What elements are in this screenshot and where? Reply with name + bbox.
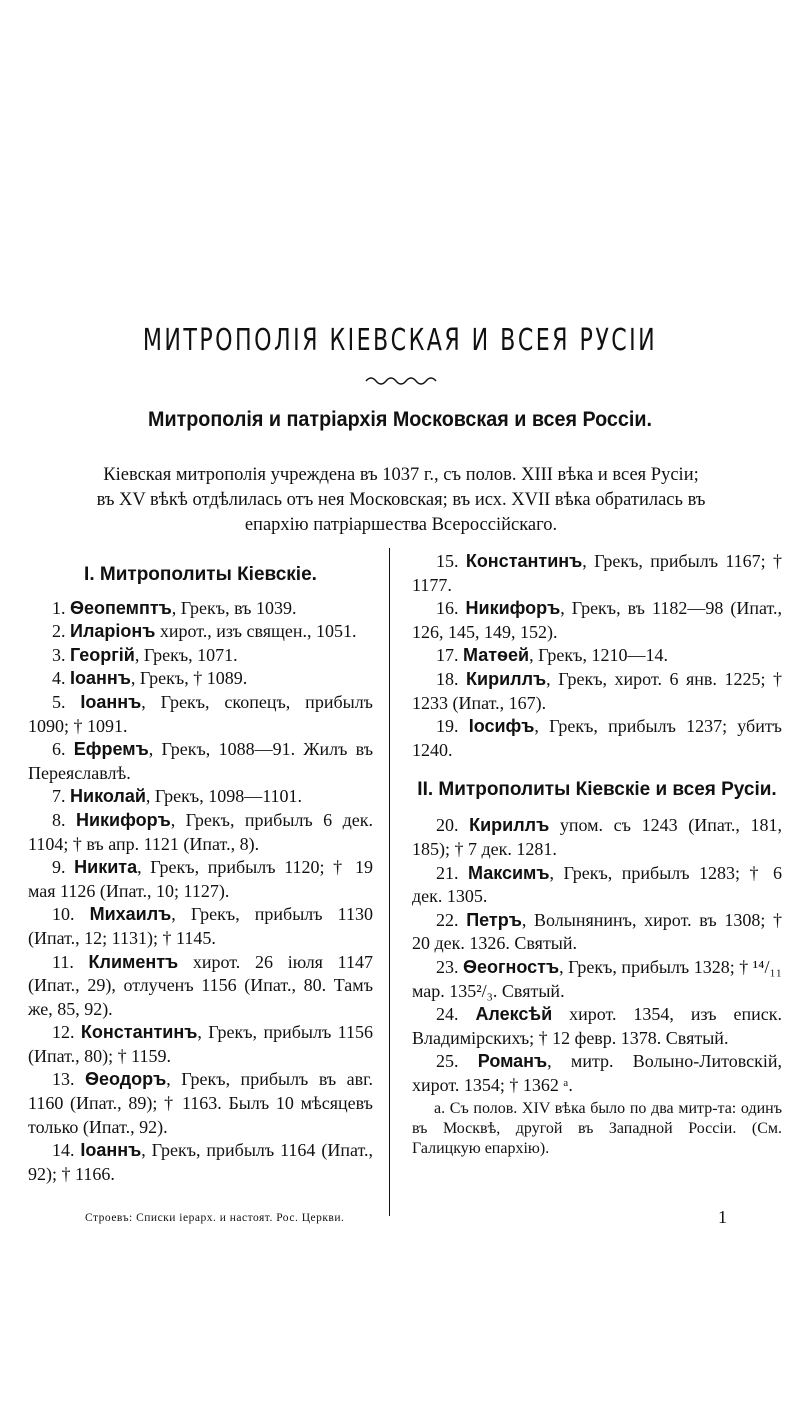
- metropolitan-name: Іоаннъ: [70, 668, 131, 689]
- metropolitan-name: Никита: [74, 857, 138, 878]
- entry-text: , Грекъ, 1088—91. Жилъ въ Переяславлѣ.: [28, 739, 373, 783]
- left-column: [28, 563, 373, 1186]
- list-item: [412, 1003, 782, 1050]
- entry-text: , Грекъ, прибылъ 6 дек. 1104; † въ апр. 1121 (Ипат., 8).: [28, 809, 374, 854]
- list-item: [412, 956, 782, 1003]
- metropolitan-name: Константинъ: [80, 1022, 198, 1043]
- list-item: [412, 597, 782, 644]
- metropolitan-name: Георгій: [70, 644, 135, 665]
- entry-number: 22.: [436, 909, 459, 930]
- intro-line: Кіевская митрополія учреждена въ 1037 г., съ полов. XIII вѣка и всея Русіи;: [103, 465, 699, 485]
- intro-line: въ XV вѣкѣ отдѣлилась отъ нея Московская; въ исх. XVII вѣка обратилась въ: [96, 490, 706, 510]
- list-item: [28, 667, 373, 691]
- list-item: [412, 550, 782, 597]
- right-column: [412, 550, 782, 1159]
- entry-number: 14.: [52, 1140, 75, 1161]
- entry-text: , Грекъ, въ 1039.: [171, 597, 297, 618]
- entry-number: 9.: [52, 857, 66, 878]
- entry-text: , Грекъ, хирот. 6 янв. 1225; † 1233 (Ипат., 167).: [412, 668, 783, 713]
- list-item: [28, 738, 373, 785]
- intro-paragraph: [25, 463, 777, 538]
- page-title: МИТРОПОЛІЯ КІЕВСКАЯ И ВСЕЯ РУСІИ: [142, 323, 658, 358]
- metropolitan-name: Константинъ: [465, 551, 583, 571]
- entry-text: , Грекъ, прибылъ 1130 (Ипат., 12; 1131); † 1145.: [28, 904, 373, 948]
- metropolitan-name: Романъ: [477, 1051, 548, 1072]
- entry-text: , Грекъ, въ 1182—98 (Ипат., 126, 145, 149, 152).: [412, 598, 782, 642]
- metropolitan-name: Ѳеогностъ: [463, 956, 560, 977]
- list-item: [412, 668, 782, 715]
- entry-number: 7.: [52, 786, 66, 807]
- metropolitan-name: Ефремъ: [73, 739, 149, 760]
- entry-text: , Грекъ, 1098—1101.: [145, 786, 303, 807]
- metropolitan-name: Климентъ: [88, 951, 179, 972]
- entry-list: [412, 814, 782, 1097]
- list-item: [28, 951, 373, 1022]
- entry-number: 2.: [52, 621, 66, 642]
- list-item: [28, 620, 373, 644]
- entry-number: 17.: [436, 645, 459, 666]
- entry-number: 15.: [436, 551, 459, 571]
- entry-text: упом. съ 1243 (Ипат., 181, 185); † 7 дек. 1281.: [412, 815, 782, 859]
- entry-number: 16.: [436, 598, 459, 619]
- entry-number: 10.: [52, 904, 75, 925]
- entry-text: , Грекъ, † 1089.: [130, 668, 248, 689]
- entry-number: 25.: [436, 1051, 459, 1072]
- intro-line: епархію патріаршества Всероссійскаго.: [244, 515, 558, 535]
- entry-number: 3.: [52, 644, 66, 665]
- entry-number: 5.: [52, 691, 66, 712]
- metropolitan-name: Никифоръ: [75, 809, 171, 830]
- entry-text: , митр. Волыно-Литовскій, хирот. 1354; † 1362 ᵃ.: [412, 1051, 783, 1095]
- entry-number: 18.: [436, 668, 459, 689]
- entry-number: 13.: [52, 1069, 75, 1090]
- footnote: a. Съ полов. XIV вѣка было по два митр-та: одинъ въ Москвѣ, другой въ Западной Россіи. (См. Галицкую епархію).: [412, 1100, 782, 1158]
- entry-number: 21.: [436, 862, 459, 883]
- list-item: [28, 644, 373, 668]
- entry-text: , Грекъ, прибылъ 1167; † 1177.: [412, 551, 782, 595]
- entry-text: , Грекъ, 1210—14.: [529, 645, 668, 666]
- metropolitan-name: Кириллъ: [466, 668, 547, 689]
- metropolitan-name: Никифоръ: [465, 598, 561, 619]
- source-citation: Строевъ: Списки іерарх. и настоят. Рос. Церкви.: [85, 1212, 345, 1224]
- list-item: [28, 1021, 373, 1068]
- entry-text: , Грекъ, прибылъ 1120; † 19 мая 1126 (Ипат., 10; 1127).: [28, 857, 373, 901]
- list-item: [412, 814, 782, 861]
- list-item: [28, 597, 373, 621]
- entry-text: , Грекъ, прибылъ 1328; † ¹⁴/₁₁ мар. 135²/₃. Святый.: [412, 956, 782, 1001]
- entry-text: хирот. 26 іюля 1147 (Ипат., 29), отлученъ 1156 (Ипат., 80. Тамъ же, 85, 92).: [28, 951, 373, 1019]
- entry-list: [412, 550, 782, 762]
- page-subtitle: Митрополія и патріархія Московская и всея Россіи.: [148, 408, 652, 431]
- metropolitan-name: Николай: [70, 786, 146, 807]
- list-item: [28, 903, 373, 950]
- metropolitan-name: Іосифъ: [468, 716, 535, 737]
- list-item: [412, 862, 782, 909]
- list-item: [28, 785, 373, 809]
- entry-text: , Грекъ, скопецъ, прибылъ 1090; † 1091.: [28, 691, 373, 736]
- entry-number: 4.: [52, 668, 66, 689]
- entry-text: , Грекъ, прибылъ 1164 (Ипат., 92); † 1166.: [28, 1140, 373, 1184]
- metropolitan-name: Іоаннъ: [80, 1140, 142, 1161]
- metropolitan-name: Максимъ: [467, 862, 550, 883]
- entry-number: 19.: [436, 716, 459, 737]
- entry-text: , Грекъ, прибылъ 1283; † 6 дек. 1305.: [412, 862, 783, 907]
- list-item: [28, 1068, 373, 1139]
- entry-number: 11.: [52, 951, 74, 972]
- metropolitan-name: Иларіонъ: [70, 621, 156, 642]
- metropolitan-name: Петръ: [466, 909, 522, 930]
- metropolitan-name: Ѳеодоръ: [84, 1069, 167, 1090]
- entry-text: , Грекъ, прибылъ 1237; убитъ 1240.: [412, 716, 782, 760]
- entry-number: 12.: [52, 1022, 75, 1043]
- entry-number: 24.: [436, 1004, 459, 1025]
- metropolitan-name: Кириллъ: [469, 815, 550, 836]
- decorative-swash: [360, 372, 440, 388]
- list-item: [412, 715, 782, 762]
- entry-number: 6.: [52, 739, 66, 760]
- list-item: [28, 856, 373, 903]
- entry-text: , Грекъ, прибылъ въ авг. 1160 (Ипат., 89); † 1163. Былъ 10 мѣсяцевъ только (Ипат., 92).: [28, 1069, 374, 1137]
- list-item: [28, 691, 373, 738]
- section-heading: II. Митрополиты Кіевскіе и всея Русіи.: [417, 779, 777, 801]
- metropolitan-name: Іоаннъ: [80, 691, 142, 712]
- metropolitan-name: Матѳей: [463, 645, 530, 666]
- metropolitan-name: Алексѣй: [475, 1004, 553, 1025]
- metropolitan-name: Ѳеопемптъ: [70, 597, 172, 618]
- list-item: [28, 809, 373, 856]
- entry-text: , Грекъ, 1071.: [134, 644, 238, 665]
- column-divider: [389, 548, 390, 1216]
- entry-text: хирот., изъ священ., 1051.: [155, 621, 357, 642]
- entry-text: , Грекъ, прибылъ 1156 (Ипат., 80); † 1159.: [28, 1022, 373, 1066]
- entry-number: 20.: [436, 815, 459, 836]
- section-heading: I. Митрополиты Кіевскіе.: [84, 564, 317, 585]
- metropolitan-name: Михаилъ: [89, 904, 172, 925]
- entry-number: 8.: [52, 809, 66, 830]
- entry-number: 1.: [52, 597, 66, 618]
- entry-text: , Волынянинъ, хирот. въ 1308; † 20 дек. 1326. Святый.: [412, 909, 782, 954]
- entry-number: 23.: [436, 956, 459, 977]
- entry-list: [28, 597, 373, 1187]
- list-item: [412, 909, 782, 956]
- list-item: [412, 1050, 782, 1097]
- page-number: 1: [718, 1207, 727, 1227]
- list-item: [28, 1139, 373, 1186]
- list-item: [412, 644, 782, 668]
- entry-text: хирот. 1354, изъ еписк. Владимірскихъ; † 12 февр. 1378. Святый.: [412, 1004, 783, 1048]
